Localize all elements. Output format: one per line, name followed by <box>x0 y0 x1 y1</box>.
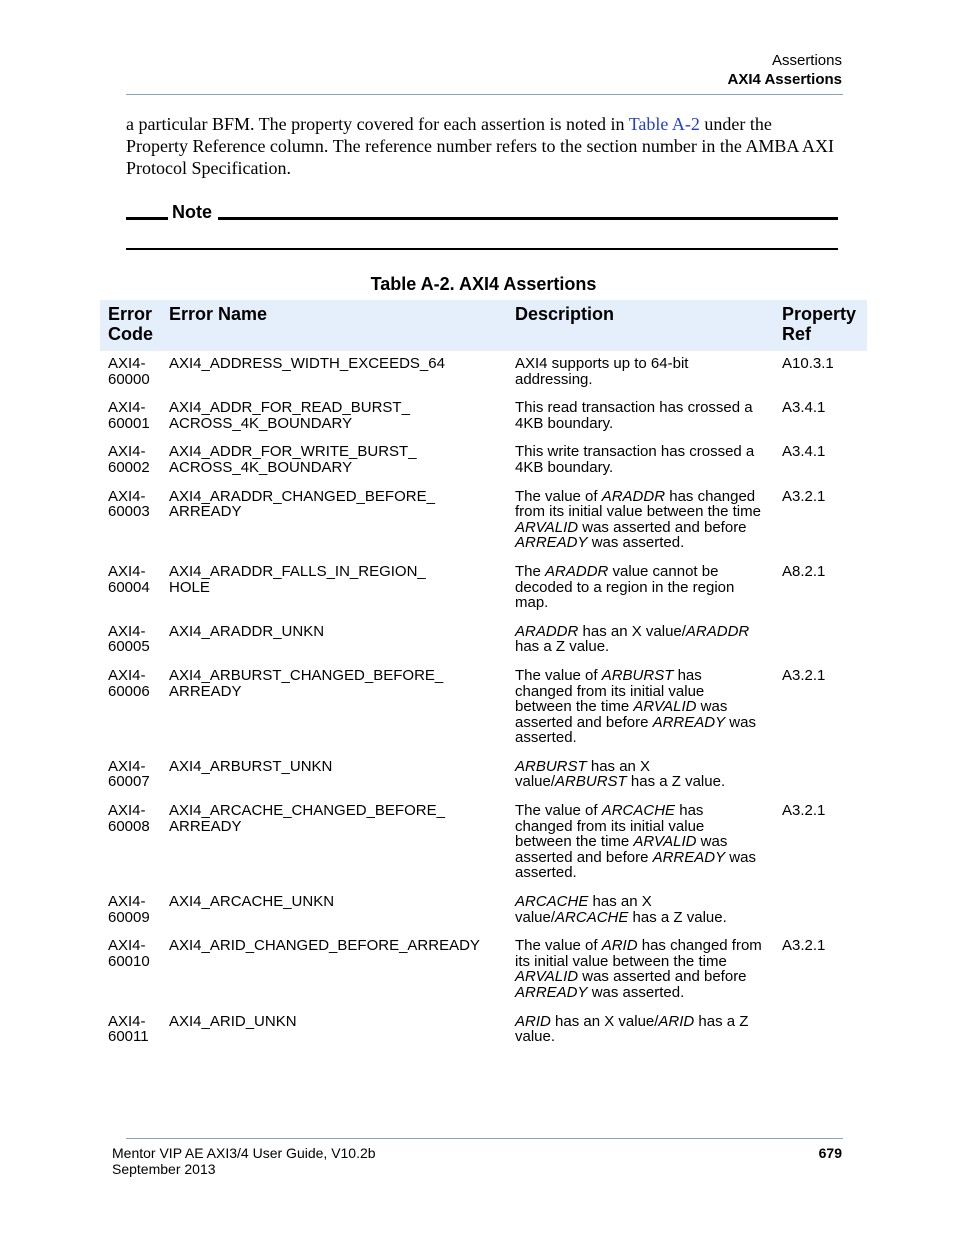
error-name-cell: AXI4_ARADDR_UNKN <box>169 622 325 640</box>
error-code-cell: AXI4- 60008 <box>108 802 150 835</box>
error-code-cell: AXI4- 60007 <box>108 757 150 791</box>
table-row <box>100 756 867 800</box>
column-header-description: Description <box>507 300 774 351</box>
error-name-cell: AXI4_ADDR_FOR_READ_BURST_ ACROSS_4K_BOUNDARY <box>169 399 410 432</box>
footer-rule <box>126 1138 843 1139</box>
description-cell: The value of ARID has changed from its initial value between the time ARVALID was asserted and before ARREADY was asserted. <box>515 937 762 1001</box>
running-header-title: AXI4 Assertions <box>727 71 842 88</box>
error-name-cell: AXI4_ADDRESS_WIDTH_EXCEEDS_64 <box>169 355 445 372</box>
description-cell: ARID has an X value/ARID has a Z value. <box>515 1012 749 1046</box>
table-row <box>100 621 867 665</box>
description-cell: ARCACHE has an X value/ARCACHE has a Z value. <box>515 893 727 926</box>
description-cell: The value of ARADDR has changed from its initial value between the time ARVALID was asserted and before ARREADY was asserted. <box>515 487 761 552</box>
error-code-cell: AXI4- 60006 <box>108 666 150 700</box>
error-name-cell: AXI4_ARADDR_CHANGED_BEFORE_ ARREADY <box>169 487 435 521</box>
page-number: 679 <box>818 1145 842 1161</box>
property-ref-cell <box>774 1011 867 1055</box>
property-ref-cell <box>774 891 867 935</box>
table-caption: Table A-2. AXI4 Assertions <box>370 274 597 294</box>
description-cell: This write transaction has crossed a 4KB boundary. <box>515 443 755 476</box>
error-code-cell: AXI4- 60002 <box>108 443 150 476</box>
footer-doc-title: Mentor VIP AE AXI3/4 User Guide, V10.2b <box>112 1145 376 1161</box>
error-code-cell: AXI4- 60001 <box>108 399 150 432</box>
table-row <box>100 665 867 756</box>
note-label: Note <box>172 202 212 222</box>
description-cell: ARBURST has an X value/ARBURST has a Z value. <box>515 757 726 791</box>
note-rule-right <box>218 217 838 220</box>
error-name-cell: AXI4_ARADDR_FALLS_IN_REGION_ HOLE <box>169 562 426 596</box>
property-ref-cell: A3.2.1 <box>782 937 826 955</box>
description-cell: The value of ARBURST has changed from its initial value between the time ARVALID was asserted and before ARREADY was asserted. <box>515 666 756 747</box>
table-row <box>100 561 867 621</box>
error-name-cell: AXI4_ARID_UNKN <box>169 1012 297 1030</box>
assertions-table <box>100 300 867 1055</box>
error-code-cell: AXI4- 60003 <box>108 487 150 521</box>
intro-text-start: a particular BFM. The property covered for each assertion is noted in <box>126 114 629 134</box>
error-name-cell: AXI4_ADDR_FOR_WRITE_BURST_ ACROSS_4K_BOUNDARY <box>169 443 417 476</box>
table-header-row <box>100 300 867 351</box>
table-row <box>100 441 867 485</box>
property-ref-cell: A3.2.1 <box>782 487 826 505</box>
property-ref-cell: A3.2.1 <box>782 802 826 820</box>
table-row <box>100 351 867 397</box>
property-ref-cell: A3.2.1 <box>782 666 826 684</box>
table-a2-link[interactable]: Table A-2 <box>628 114 700 134</box>
intro-text-end: under the Property Reference column. The reference number refers to the section number in the AMBA AXI Protocol Specification. <box>126 114 834 178</box>
table-row <box>100 486 867 561</box>
error-code-cell: AXI4- 60004 <box>108 562 150 596</box>
property-ref-cell: A8.2.1 <box>782 562 826 580</box>
error-code-cell: AXI4- 60005 <box>108 622 150 656</box>
error-code-cell: AXI4- 60009 <box>108 893 150 926</box>
table-row <box>100 891 867 935</box>
description-cell: ARADDR has an X value/ARADDR has a Z value. <box>515 622 750 656</box>
error-code-cell: AXI4- 60010 <box>108 937 150 970</box>
header-rule <box>126 94 843 95</box>
intro-paragraph <box>126 113 838 179</box>
note-rule-bottom <box>126 248 838 250</box>
description-cell: The value of ARCACHE has changed from its initial value between the time ARVALID was asserted and before ARREADY was asserted. <box>515 802 756 882</box>
property-ref-cell: A3.4.1 <box>782 443 826 461</box>
table-row <box>100 1011 867 1055</box>
footer-date: September 2013 <box>112 1161 216 1177</box>
note-heading <box>126 201 838 225</box>
error-name-cell: AXI4_ARBURST_CHANGED_BEFORE_ ARREADY <box>169 666 444 700</box>
note-rule-left <box>126 217 168 220</box>
description-cell: This read transaction has crossed a 4KB boundary. <box>515 399 753 432</box>
error-name-cell: AXI4_ARID_CHANGED_BEFORE_ARREADY <box>169 937 480 955</box>
description-cell: The ARADDR value cannot be decoded to a region in the region map. <box>515 562 735 612</box>
table-row <box>100 800 867 891</box>
column-header-property-ref: Property Ref <box>774 300 867 351</box>
running-header-section: Assertions <box>771 52 842 69</box>
property-ref-cell: A10.3.1 <box>782 355 834 372</box>
description-cell: AXI4 supports up to 64-bit addressing. <box>515 355 689 388</box>
error-name-cell: AXI4_ARCACHE_CHANGED_BEFORE_ ARREADY <box>169 802 445 835</box>
table-row <box>100 935 867 1010</box>
property-ref-cell <box>774 756 867 800</box>
error-code-cell: AXI4- 60011 <box>108 1012 149 1046</box>
column-header-error-code: Error Code <box>100 300 161 351</box>
error-code-cell: AXI4- 60000 <box>108 355 150 388</box>
error-name-cell: AXI4_ARCACHE_UNKN <box>169 893 335 911</box>
error-name-cell: AXI4_ARBURST_UNKN <box>169 757 333 775</box>
footer-left <box>112 1145 376 1177</box>
property-ref-cell <box>774 621 867 665</box>
property-ref-cell: A3.4.1 <box>782 399 826 417</box>
column-header-error-name: Error Name <box>161 300 507 351</box>
table-row <box>100 397 867 441</box>
